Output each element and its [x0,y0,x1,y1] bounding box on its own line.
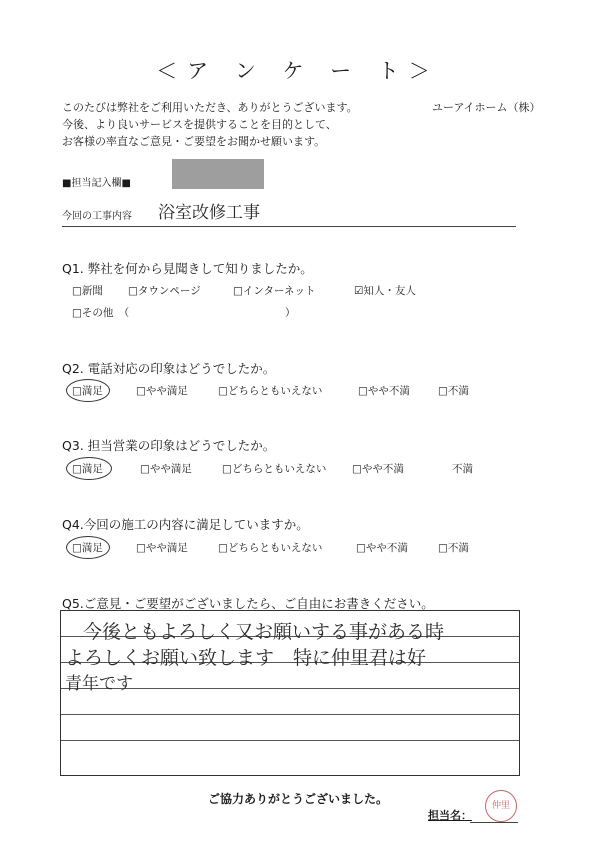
q3-question: Q3. 担当営業の印象はどうでしたか。 [62,438,276,453]
q2-option-dissatisfied[interactable]: □不満 [438,385,469,397]
work-underline [62,226,516,227]
intro-line-1: このたびは弊社をご利用いただき、ありがとうございます。 [62,101,358,114]
q2-option-somewhat-satisfied[interactable]: □やや満足 [136,385,188,397]
q1-option-friend[interactable]: ☑知人・友人 [354,285,416,297]
intro-line-2: 今後、より良いサービスを提供することを目的として、 [62,118,337,131]
intro-line-3: お客様の率直なご意見・ご要望をお聞かせ願います。 [62,135,326,148]
q1-option-internet[interactable]: □インターネット [233,285,316,297]
q5-answer-line-1: 今後ともよろしく又お願いする事がある時 [83,621,445,643]
q2-question: Q2. 電話対応の印象はどうでしたか。 [62,361,276,376]
q4-question: Q4.今回の施工の内容に満足していますか。 [62,517,309,532]
staff-name-label: 担当名： [428,809,472,822]
q4-option-somewhat-dissatisfied[interactable]: □やや不満 [356,542,408,554]
company-name: ユーアイホーム（株） [432,101,541,114]
q5-question: Q5.ご意見・ご要望がございましたら、ご自由にお書きください。 [62,596,434,611]
q1-question: Q1. 弊社を何から見聞きして知りましたか。 [62,261,313,276]
q2-option-satisfied[interactable]: □満足 [72,385,103,397]
q1-option-townpage[interactable]: □タウンページ [128,285,201,297]
q3-option-satisfied[interactable]: □満足 [72,463,103,475]
q4-option-satisfied[interactable]: □満足 [72,542,103,554]
survey-title: ＜ア ン ケ ー ト＞ [156,59,440,83]
q3-option-somewhat-satisfied[interactable]: □やや満足 [140,463,192,475]
q4-selection-circle [66,536,110,559]
q1-option-other[interactable]: □その他 （ [72,307,130,319]
q4-option-somewhat-satisfied[interactable]: □やや満足 [136,542,188,554]
q2-option-neutral[interactable]: □どちらともいえない [218,385,323,397]
q3-option-somewhat-dissatisfied[interactable]: □やや不満 [352,463,404,475]
staff-seal-stamp: 仲里 [485,790,517,822]
answer-rule [61,740,519,741]
q2-option-somewhat-dissatisfied[interactable]: □やや不満 [358,385,410,397]
q5-answer-line-2: よろしくお願い致します 特に仲里君は好 [65,647,427,669]
q1-option-newspaper[interactable]: □新聞 [72,285,103,297]
staff-name-underline [470,822,518,823]
q5-answer-line-3: 青年です [65,674,133,694]
q4-option-neutral[interactable]: □どちらともいえない [218,542,323,554]
q1-other-close: ） [285,307,296,319]
q3-option-neutral[interactable]: □どちらともいえない [222,463,327,475]
redacted-field [172,159,264,189]
q4-option-dissatisfied[interactable]: □不満 [438,542,469,554]
q3-option-dissatisfied[interactable]: 不満 [452,463,473,475]
work-content-label: 今回の工事内容 [62,211,132,222]
q5-answer-box[interactable] [60,610,520,776]
answer-rule [61,714,519,715]
work-content-value: 浴室改修工事 [158,203,260,223]
staff-entry-label: ■担当記入欄■ [62,178,131,189]
q3-selection-circle [66,457,112,480]
thanks-message: ご協力ありがとうございました。 [207,792,388,806]
q2-selection-circle [66,379,110,402]
